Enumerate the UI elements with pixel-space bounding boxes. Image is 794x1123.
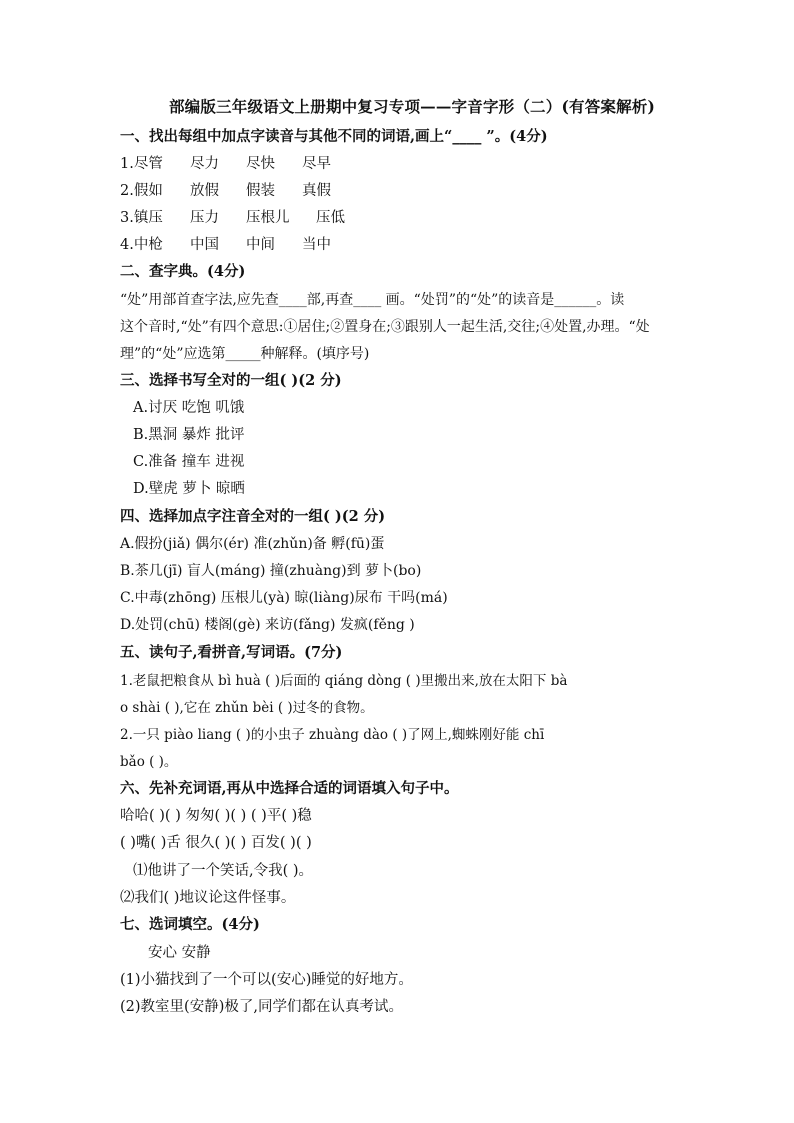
- s5-line-4: bǎo ( )。: [120, 754, 178, 770]
- section-2-heading: 二、查字典。(4分): [120, 263, 246, 280]
- section-1-heading: 一、找出每组中加点字读音与其他不同的词语,画上“____ ”。(4分): [120, 128, 548, 145]
- section-7-heading: 七、选词填空。(4分): [120, 916, 260, 933]
- s2-line-3: 理”的“处”应选第_____种解释。(填序号): [120, 346, 370, 362]
- s1-cell: 压根儿: [246, 210, 290, 226]
- s5-line-3: 2.一只 piào liang ( )的小虫子 zhuàng dào ( )了网上,蜘蛛刚好能 chī: [120, 727, 545, 743]
- s3-option-b: B.黑洞 暴炸 批评: [133, 427, 245, 443]
- s6-question-1: ⑴他讲了一个笑话,令我( )。: [133, 863, 314, 879]
- s1-cell: 当中: [302, 237, 331, 253]
- section-3-heading: 三、选择书写全对的一组( )(2 分): [120, 372, 342, 389]
- page-title: 部编版三年级语文上册期中复习专项——字音字形（二）(有答案解析): [168, 97, 656, 116]
- s4-option-a: A.假扮(jiǎ) 偶尔(ér) 准(zhǔn)备 孵(fū)蛋: [120, 536, 385, 552]
- section-4-heading: 四、选择加点字注音全对的一组( )(2 分): [120, 508, 386, 525]
- s1-cell: 真假: [302, 183, 331, 199]
- s1-cell: 尽快: [246, 156, 275, 172]
- s1-cell: 尽力: [190, 156, 219, 172]
- s6-question-2: ⑵我们( )地议论这件怪事。: [120, 890, 296, 906]
- s3-option-a: A.讨厌 吃饱 叽饿: [133, 400, 245, 416]
- s5-line-1: 1.老鼠把粮食从 bì huà ( )后面的 qiáng dòng ( )里搬出来,放在太阳下 bà: [120, 673, 568, 689]
- s1-row-2: [120, 181, 690, 201]
- s1-cell: 1.尽管: [120, 156, 163, 172]
- s1-cell: 2.假如: [120, 183, 163, 199]
- s2-line-2: 这个音时,“处”有四个意思:①居住;②置身在;③跟别人一起生活,交往;④处置,办理。“处: [120, 319, 650, 335]
- s1-row-3: [120, 208, 690, 228]
- s6-row-2: ( )嘴( )舌 很久( )( ) 百发( )( ): [120, 835, 312, 851]
- s3-option-d: D.壁虎 萝卜 晾晒: [133, 481, 245, 497]
- s2-line-1: “处”用部首查字法,应先查____部,再查____ 画。“处罚”的“处”的读音是______。读: [120, 292, 625, 308]
- s1-cell: 中间: [246, 237, 275, 253]
- s1-row-1: [120, 154, 690, 174]
- s4-option-d: D.处罚(chū) 楼阁(gè) 来访(fǎng) 发疯(fěng ): [120, 617, 415, 633]
- s1-row-4: [120, 235, 690, 255]
- s7-question-2: (2)教室里(安静)极了,同学们都在认真考试。: [120, 999, 403, 1015]
- s1-cell: 放假: [190, 183, 219, 199]
- section-5-heading: 五、读句子,看拼音,写词语。(7分): [120, 644, 343, 661]
- s1-cell: 压力: [190, 210, 219, 226]
- s1-cell: 尽早: [302, 156, 331, 172]
- s4-option-b: B.茶几(jī) 盲人(máng) 撞(zhuàng)到 萝卜(bo): [120, 563, 422, 579]
- s1-cell: 压低: [316, 210, 345, 226]
- s1-cell: 假装: [246, 183, 275, 199]
- s3-option-c: C.准备 撞车 进视: [133, 454, 245, 470]
- s6-row-1: 哈哈( )( ) 匆匆( )( ) ( )平( )稳: [120, 808, 312, 824]
- section-6-heading: 六、先补充词语,再从中选择合适的词语填入句子中。: [120, 780, 459, 797]
- s7-word-bank: 安心 安静: [148, 945, 211, 961]
- s1-cell: 3.镇压: [120, 210, 163, 226]
- s5-line-2: o shài ( ),它在 zhǔn bèi ( )过冬的食物。: [120, 700, 374, 716]
- s7-question-1: (1)小猫找到了一个可以(安心)睡觉的好地方。: [120, 972, 413, 988]
- s1-cell: 4.中枪: [120, 237, 163, 253]
- s4-option-c: C.中毒(zhōng) 压根儿(yà) 晾(liàng)尿布 干吗(má): [120, 590, 448, 606]
- s1-cell: 中国: [190, 237, 219, 253]
